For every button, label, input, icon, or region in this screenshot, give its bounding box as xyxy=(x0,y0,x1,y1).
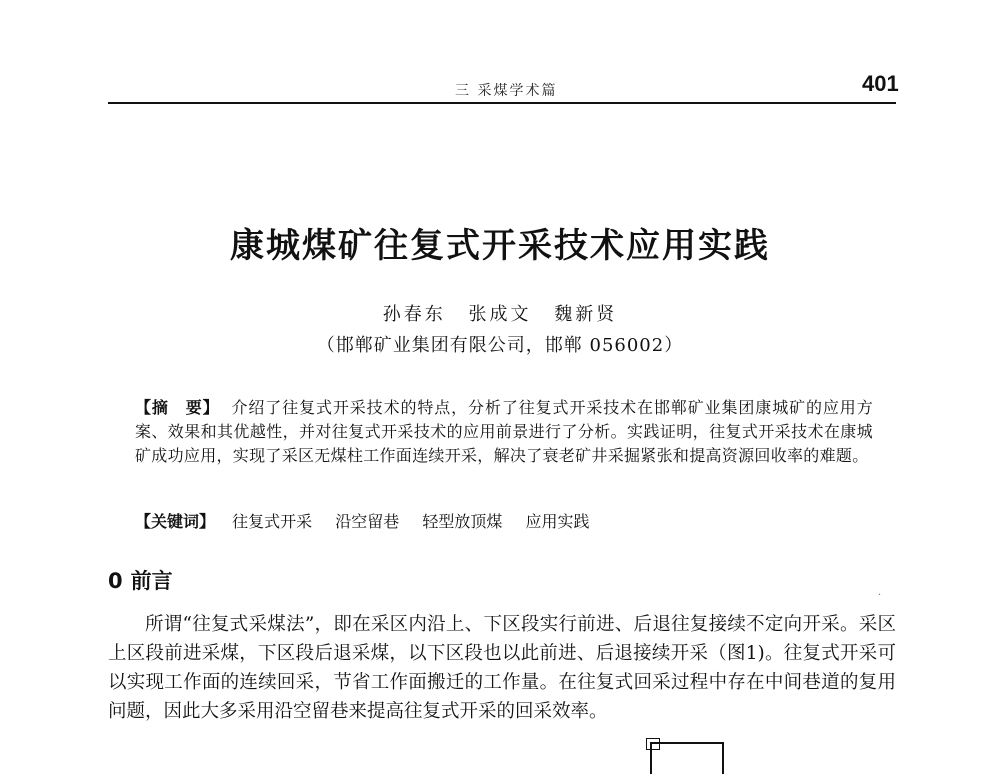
keywords-label: 【关键词】 xyxy=(135,512,216,531)
affiliation: （邯郸矿业集团有限公司，邯郸 056002） xyxy=(316,335,684,356)
page-number: 401 xyxy=(862,71,899,96)
header-rule xyxy=(108,102,896,104)
paper-title: 康城煤矿往复式开采技术应用实践 xyxy=(230,226,770,266)
authors: 孙春东 张成文 魏新贤 xyxy=(382,304,618,325)
body-paragraph: 所谓“往复式采煤法”，即在采区内沿上、下区段实行前进、后退往复接续不定向开采。采区上区段前进采煤，下区段后退采煤，以下区段也以此前进、后退接续开采（图1)。往复式开采可以实现工作面的连续回采，节省工作面搬迁的工作量。在往复式回采过程中存在中间巷道的复用问题，因此大多采用沿空留巷来提高往复式开采的回采效率。 xyxy=(108,614,896,722)
figure-fragment xyxy=(650,742,724,774)
section-number: 0 xyxy=(108,569,123,593)
section-title: 前言 xyxy=(130,569,173,593)
keywords xyxy=(135,509,607,532)
section-label: 三 采煤学术篇 xyxy=(455,83,558,99)
abstract-label: 【摘 要】 xyxy=(135,398,220,417)
body-text xyxy=(108,610,896,726)
keyword: 轻型放顶煤 xyxy=(422,512,503,531)
keyword: 应用实践 xyxy=(525,512,590,531)
abstract xyxy=(135,396,873,468)
abstract-text: 介绍了往复式开采技术的特点，分析了往复式开采技术在邯郸矿业集团康城矿的应用方案、效果和其优越性，并对往复式开采技术的应用前景进行了分析。实践证明，往复式开采技术在康城矿成功应用，实现了采区无煤柱工作面连续开采，解决了衰老矿井采掘紧张和提高资源回收率的难题。 xyxy=(135,398,873,465)
keyword: 沿空留巷 xyxy=(335,512,400,531)
scan-speck: · xyxy=(878,590,882,601)
section-heading xyxy=(108,565,173,595)
figure-fragment-inner xyxy=(646,738,660,750)
keyword: 往复式开采 xyxy=(232,512,313,531)
